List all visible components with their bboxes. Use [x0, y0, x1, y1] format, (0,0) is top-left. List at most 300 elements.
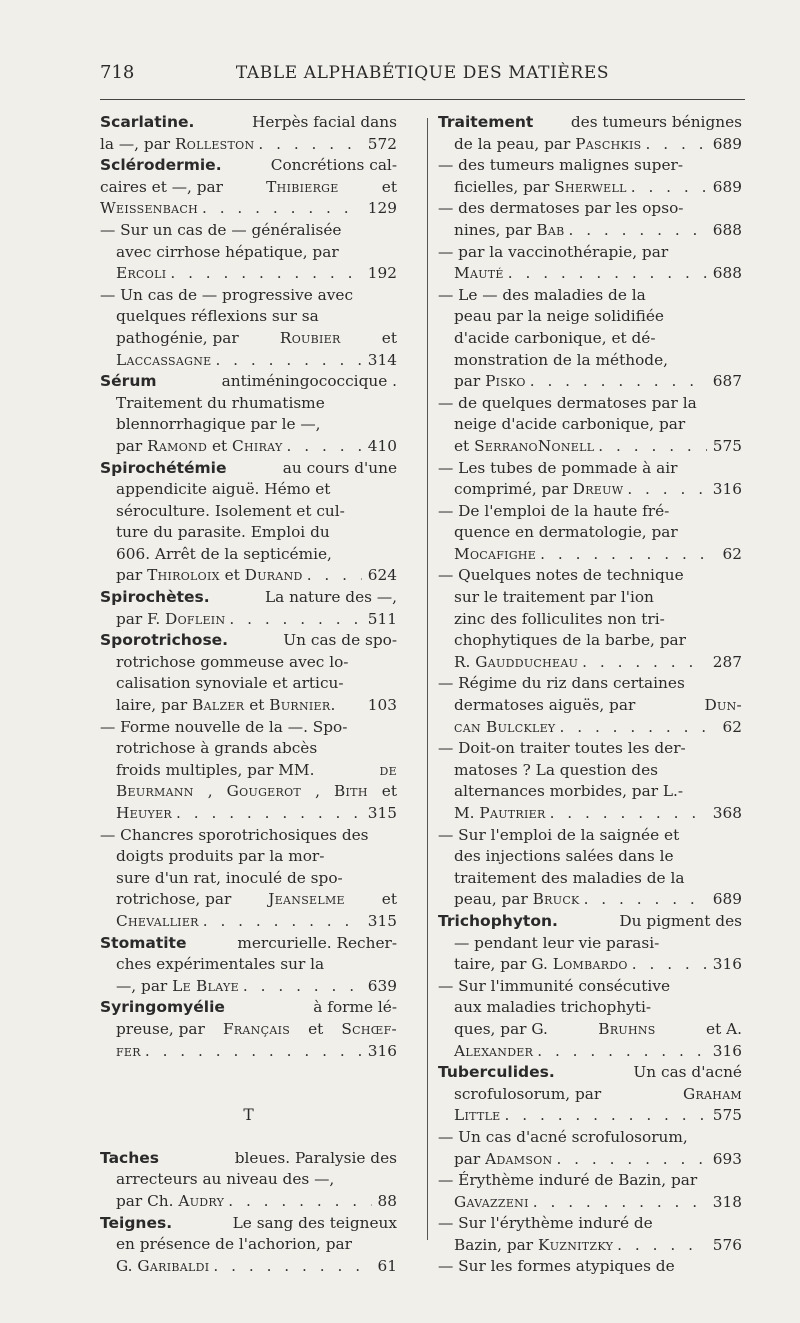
entry-text-group — [116, 1191, 224, 1213]
entry-text: scrofulosorum, par — [454, 1084, 602, 1103]
entry-text-group — [454, 695, 742, 717]
entry-text: des injections salées dans le — [454, 847, 674, 866]
entry-text: rotrichose à grands abcès — [116, 739, 318, 758]
entry-text: pathogénie, par — [116, 328, 239, 347]
entry-text-group — [116, 673, 397, 695]
index-entry-line — [438, 976, 742, 998]
entry-text: 606. Arrêt de la septicémie, — [116, 544, 332, 563]
entry-text-group — [438, 112, 742, 134]
author-name: Roubier — [279, 328, 341, 347]
entry-text: et — [244, 696, 270, 715]
entry-text-group — [116, 1169, 397, 1191]
entry-heading: Sérum — [100, 372, 157, 391]
entry-text-group — [454, 630, 742, 652]
index-entry-line — [438, 414, 742, 436]
entry-text: de la peau, par — [454, 134, 576, 153]
page-ref: 689 — [712, 177, 742, 196]
entry-text-group — [454, 544, 536, 566]
entry-text-group — [438, 285, 742, 307]
author-name: Laccassagne — [116, 350, 212, 369]
entry-text-group — [116, 976, 239, 998]
index-entry-line — [438, 522, 742, 544]
entry-text-group — [438, 393, 742, 415]
entry-text: G. — [116, 1256, 138, 1275]
entry-text: par — [116, 436, 148, 455]
entry-text: Le sang des teigneux — [232, 1213, 397, 1232]
index-entry-line — [438, 479, 742, 501]
entry-text-group — [438, 155, 742, 177]
entry-text-group — [116, 242, 397, 264]
entry-text-group — [454, 1041, 533, 1063]
entry-text-group — [454, 263, 504, 285]
entry-text: rotrichose, par — [116, 890, 232, 909]
entry-text: — Sur l'érythème induré de — [438, 1214, 653, 1233]
dot-leader — [224, 1191, 371, 1213]
dot-leader — [166, 263, 361, 285]
entry-heading: Taches — [100, 1148, 159, 1167]
author-name: Gougerot — [226, 782, 302, 801]
author-name: Rolleston — [174, 134, 255, 153]
entry-text-group — [116, 414, 397, 436]
page-ref: 62 — [722, 717, 742, 736]
index-entry-line — [438, 587, 742, 609]
dot-leader — [546, 803, 707, 825]
entry-text-group — [454, 1235, 613, 1257]
dot-leader — [529, 1192, 707, 1214]
author-name: Balzer — [192, 696, 245, 715]
entry-text-group — [100, 630, 397, 652]
entry-text: et — [207, 436, 233, 455]
entry-text-group — [438, 825, 742, 847]
entry-text: — Sur un cas de — généralisée — [100, 220, 342, 239]
entry-text: — Chancres sporotrichosiques des — [100, 825, 369, 844]
dot-leader — [283, 436, 362, 458]
entry-text-group — [116, 306, 397, 328]
entry-text-group — [100, 825, 397, 847]
index-entry-line — [100, 868, 397, 890]
index-entry-line — [100, 328, 397, 350]
entry-text-group — [100, 134, 254, 156]
index-entry-line — [100, 803, 397, 825]
entry-text-group — [454, 220, 564, 242]
dot-leader — [172, 803, 362, 825]
index-entry-line — [100, 825, 397, 847]
index-entry-line — [100, 350, 397, 372]
index-entry-line — [100, 479, 397, 501]
index-entry-line — [438, 1213, 742, 1235]
entry-text: peau, par — [454, 890, 533, 909]
author-name: Schœf- — [341, 1019, 397, 1038]
entry-text-group — [454, 760, 742, 782]
index-entry-heading-line — [100, 1213, 397, 1235]
dot-leader — [199, 911, 362, 933]
entry-text: — Le — des maladies de la — [438, 285, 646, 304]
entry-text-group — [438, 501, 742, 523]
index-entry-line — [438, 695, 742, 717]
index-entry-line — [100, 198, 397, 220]
entry-heading: Teignes. — [100, 1213, 173, 1232]
entry-text: — des dermatoses par les opso- — [438, 199, 684, 218]
index-entry-line — [100, 609, 397, 631]
entry-text: arrecteurs au niveau des —, — [116, 1170, 335, 1189]
entry-text-group — [116, 1234, 397, 1256]
author-name: Garibaldi — [137, 1256, 210, 1275]
entry-text: froids multiples, par MM. — [116, 760, 315, 779]
page-ref: 576 — [712, 1235, 742, 1254]
entry-text: mercurielle. Recher- — [237, 933, 397, 952]
index-entry-line — [100, 1169, 397, 1191]
index-entry-heading-line — [100, 997, 397, 1019]
index-entry-line — [438, 1105, 742, 1127]
dot-leader — [536, 544, 716, 566]
entry-text-group — [438, 1062, 742, 1084]
entry-text-group — [116, 1041, 141, 1063]
author-name: Paschkis — [575, 134, 642, 153]
entry-text-group — [116, 1256, 209, 1278]
entry-text: séroculture. Isolement et cul- — [116, 501, 345, 520]
author-name: Audry — [178, 1191, 225, 1210]
author-name: Doflein — [165, 609, 226, 628]
entry-text-group — [438, 1170, 742, 1192]
index-entry-line — [438, 155, 742, 177]
entry-text-group — [438, 911, 742, 933]
entry-text-group — [454, 328, 742, 350]
entry-text-group — [116, 652, 397, 674]
entry-text-group — [438, 738, 742, 760]
entry-text: et — [219, 566, 245, 585]
entry-text-group — [100, 1148, 397, 1170]
entry-text-group — [454, 933, 742, 955]
entry-text-group — [438, 976, 742, 998]
entry-text: chophytiques de la barbe, par — [454, 631, 686, 650]
page-ref: 61 — [377, 1256, 397, 1275]
dot-leader — [627, 177, 707, 199]
entry-text-group — [454, 652, 578, 674]
entry-text: Du pigment des — [619, 911, 742, 930]
author-name: Pautrier — [479, 804, 546, 822]
page-ref: 410 — [367, 436, 397, 455]
entry-text: quelques réflexions sur sa — [116, 307, 319, 326]
entry-text-group — [454, 781, 742, 803]
index-entry-line — [100, 565, 397, 587]
entry-text-group — [100, 371, 397, 393]
entry-text: rotrichose gommeuse avec lo- — [116, 652, 349, 671]
entry-text: , — [207, 782, 213, 801]
entry-text: — pendant leur vie parasi- — [454, 933, 660, 952]
index-entry-line — [438, 436, 742, 458]
page-ref: 315 — [367, 804, 397, 822]
page-ref: 368 — [712, 804, 742, 822]
entry-text-group — [116, 501, 397, 523]
entry-text: . — [330, 696, 336, 715]
left-column — [100, 112, 397, 1277]
index-entry-heading-line — [100, 1148, 397, 1170]
page-ref: 316 — [712, 955, 742, 974]
index-entry-line — [100, 652, 397, 674]
entry-text: et — [381, 177, 397, 196]
page-ref: 689 — [712, 134, 742, 153]
index-entry-heading-line — [100, 371, 397, 393]
entry-heading: Tuberculides. — [438, 1063, 555, 1082]
entry-text-group — [100, 220, 397, 242]
index-entry-line — [438, 544, 742, 566]
entry-text: — de quelques dermatoses par la — [438, 393, 697, 412]
index-entry-line — [100, 1019, 397, 1041]
index-entry-line — [438, 609, 742, 631]
entry-text-group — [438, 198, 742, 220]
entry-text-group — [438, 565, 742, 587]
page-ref: 639 — [367, 976, 397, 995]
entry-text: — Doit-on traiter toutes les der- — [438, 739, 686, 758]
index-entry-line — [438, 1235, 742, 1257]
index-entry-line — [438, 825, 742, 847]
author-name: Pisko — [485, 372, 526, 391]
header-rule — [100, 99, 745, 100]
entry-text-group — [100, 177, 397, 199]
entry-text: et — [381, 782, 397, 801]
entry-text: — Régime du riz dans certaines — [438, 674, 685, 693]
entry-text: preuse, par — [116, 1019, 205, 1038]
index-entry-line — [438, 738, 742, 760]
author-name: Bruhns — [598, 1019, 656, 1038]
entry-text-group — [454, 717, 556, 739]
index-entry-line — [100, 1256, 397, 1278]
dot-leader — [141, 1041, 362, 1063]
entry-text: bleues. Paralysie des — [234, 1148, 397, 1167]
index-entry-line — [438, 1041, 742, 1063]
author-name: Durand — [244, 566, 303, 585]
author-name: fer — [116, 1041, 141, 1060]
entry-text: — Sur les formes atypiques de — [438, 1257, 675, 1276]
entry-text: à forme lé- — [313, 998, 397, 1017]
entry-text: laire, par — [116, 696, 193, 715]
page-ref: 314 — [367, 350, 397, 369]
dot-leader — [211, 350, 361, 372]
index-entry-line — [438, 565, 742, 587]
index-entry-line — [438, 1019, 742, 1041]
dot-leader — [303, 565, 362, 587]
entry-heading: Syringomyélie — [100, 998, 225, 1017]
entry-text-group — [454, 846, 742, 868]
page-ref: 688 — [712, 220, 742, 239]
dot-leader — [209, 1256, 371, 1278]
entry-text: et — [308, 1019, 324, 1038]
entry-text: monstration de la méthode, — [454, 350, 669, 369]
page-header — [100, 62, 745, 83]
index-entry-line — [100, 738, 397, 760]
page-ref: 575 — [712, 436, 742, 455]
entry-text-group — [454, 371, 526, 393]
index-entry-line — [100, 781, 397, 803]
entry-text-group — [100, 458, 397, 480]
index-entry-line — [100, 263, 397, 285]
entry-text-group — [116, 393, 397, 415]
dot-leader — [198, 198, 362, 220]
dot-leader — [613, 1235, 707, 1257]
author-name: Serrano — [474, 436, 538, 455]
author-name: Lombardo — [552, 955, 628, 974]
author-name: Dreuw — [572, 480, 624, 499]
index-entry-heading-line — [438, 112, 742, 134]
author-name: Ercoli — [116, 264, 167, 283]
entry-text-group — [454, 803, 546, 825]
entry-text-group — [454, 997, 742, 1019]
page-ref: 693 — [712, 1149, 742, 1168]
page-ref: 572 — [367, 134, 397, 153]
entry-text: R. — [454, 652, 476, 671]
index-entry-line — [438, 371, 742, 393]
index-entry-line — [438, 933, 742, 955]
page-ref: 129 — [367, 199, 397, 218]
index-entry-line — [100, 889, 397, 911]
index-entry-line — [438, 263, 742, 285]
entry-text-group — [116, 803, 172, 825]
index-entry-line — [100, 285, 397, 307]
entry-text: en présence de l'achorion, par — [116, 1235, 352, 1254]
dot-leader — [533, 1041, 707, 1063]
page-ref: 688 — [712, 264, 742, 283]
entry-text: — Un cas d'acné scrofulosorum, — [438, 1127, 688, 1146]
index-entry-line — [100, 242, 397, 264]
author-name: Mauté — [454, 264, 504, 283]
entry-text: Traitement du rhumatisme — [116, 393, 325, 412]
entry-text-group — [454, 587, 742, 609]
entry-text-group — [100, 285, 397, 307]
author-name: Sherwell — [554, 177, 627, 196]
index-entry-line — [438, 760, 742, 782]
entry-text: —, par — [116, 976, 173, 995]
page-ref: 287 — [712, 652, 742, 671]
entry-heading: Spirochètes. — [100, 588, 210, 607]
entry-text: Herpès facial dans — [252, 113, 397, 131]
index-entry-line — [438, 285, 742, 307]
entry-text-group — [116, 350, 211, 372]
page-ref: 316 — [712, 480, 742, 499]
author-name: Chevallier — [116, 911, 199, 930]
entry-text-group — [454, 177, 627, 199]
index-entry-line — [100, 522, 397, 544]
author-name: Weissenbach — [100, 199, 198, 218]
entry-text-group — [438, 1256, 742, 1278]
entry-text-group — [116, 889, 397, 911]
index-entry-heading-line — [100, 458, 397, 480]
entry-text-group — [100, 587, 397, 609]
index-entry-line — [438, 501, 742, 523]
page-ref: 624 — [367, 566, 397, 585]
entry-heading: Trichophyton. — [438, 911, 558, 930]
entry-text-group — [454, 414, 742, 436]
entry-text: peau par la neige solidifiée — [454, 307, 664, 326]
entry-text-group — [116, 781, 397, 803]
index-entry-line — [438, 134, 742, 156]
index-entry-line — [438, 328, 742, 350]
index-entry-heading-line — [438, 911, 742, 933]
entry-text: calisation synoviale et articu- — [116, 674, 344, 693]
entry-text: M. — [454, 804, 480, 822]
dot-leader — [239, 976, 362, 998]
page-number: 718 — [100, 62, 135, 83]
entry-text: ches expérimentales sur la — [116, 955, 325, 974]
entry-text-group — [116, 868, 397, 890]
author-name: Little — [454, 1106, 501, 1125]
page-ref: 511 — [367, 609, 397, 628]
entry-text-group — [454, 1192, 529, 1214]
index-entry-line — [100, 436, 397, 458]
entry-heading: Stomatite — [100, 933, 187, 952]
entry-heading: Scarlatine. — [100, 113, 195, 131]
index-entry-heading-line — [100, 112, 397, 134]
index-entry-line — [438, 1084, 742, 1106]
index-entry-line — [438, 458, 742, 480]
entry-text: blennorrhagique par le —, — [116, 415, 321, 434]
entry-text: antiméningococcique . — [221, 372, 397, 391]
author-name: Heuyer — [116, 804, 173, 822]
index-entry-line — [100, 695, 397, 717]
index-entry-line — [438, 652, 742, 674]
dot-leader — [552, 1149, 706, 1171]
index-entry-line — [438, 630, 742, 652]
dot-leader — [254, 134, 361, 156]
entry-text: Concrétions cal- — [270, 156, 397, 175]
index-entry-line — [438, 1256, 742, 1278]
entry-text: et — [381, 890, 397, 909]
author-name: Le Blaye — [172, 976, 239, 995]
index-entry-line — [438, 673, 742, 695]
entry-text-group — [100, 155, 397, 177]
entry-text: — des tumeurs malignes super- — [438, 156, 683, 175]
entry-text: — Sur l'emploi de la saignée et — [438, 825, 680, 844]
page-ref: 689 — [712, 890, 742, 909]
index-entry-heading-line — [438, 1062, 742, 1084]
entry-text: neige d'acide carbonique, par — [454, 415, 686, 434]
index-entry-line — [438, 198, 742, 220]
author-name: Gaudducheau — [475, 652, 579, 671]
index-entry-line — [438, 1127, 742, 1149]
entry-text-group — [116, 760, 397, 782]
entry-text: et — [381, 328, 397, 347]
author-name: Thiroloix — [147, 566, 220, 585]
entry-text: par F. — [116, 609, 166, 628]
page-ref: 318 — [712, 1192, 742, 1211]
entry-text-group — [454, 436, 594, 458]
right-column — [438, 112, 742, 1278]
entry-text: par — [454, 1149, 486, 1168]
entry-text-group — [438, 1213, 742, 1235]
entry-text-group — [454, 889, 580, 911]
entry-text: avec cirrhose hépatique, par — [116, 242, 339, 261]
entry-text-group — [116, 522, 397, 544]
dot-leader — [580, 889, 707, 911]
dot-leader — [564, 220, 706, 242]
entry-text-group — [438, 1127, 742, 1149]
entry-text-group — [116, 609, 225, 631]
entry-text: Bazin, par — [454, 1235, 538, 1254]
entry-text: quence en dermatologie, par — [454, 523, 678, 542]
entry-text: comprimé, par — [454, 480, 573, 499]
entry-text-group — [454, 868, 742, 890]
entry-text: Un cas d'acné — [633, 1063, 742, 1082]
entry-text: la —, par — [100, 134, 175, 153]
page-ref: 575 — [712, 1106, 742, 1125]
author-name: Gavazzeni — [454, 1192, 529, 1211]
entry-text-group — [100, 997, 397, 1019]
dot-leader — [628, 954, 707, 976]
entry-text-group — [454, 1105, 501, 1127]
page-ref: 316 — [712, 1041, 742, 1060]
dot-leader — [642, 134, 707, 156]
index-entry-heading-line — [100, 933, 397, 955]
index-entry-line — [100, 976, 397, 998]
